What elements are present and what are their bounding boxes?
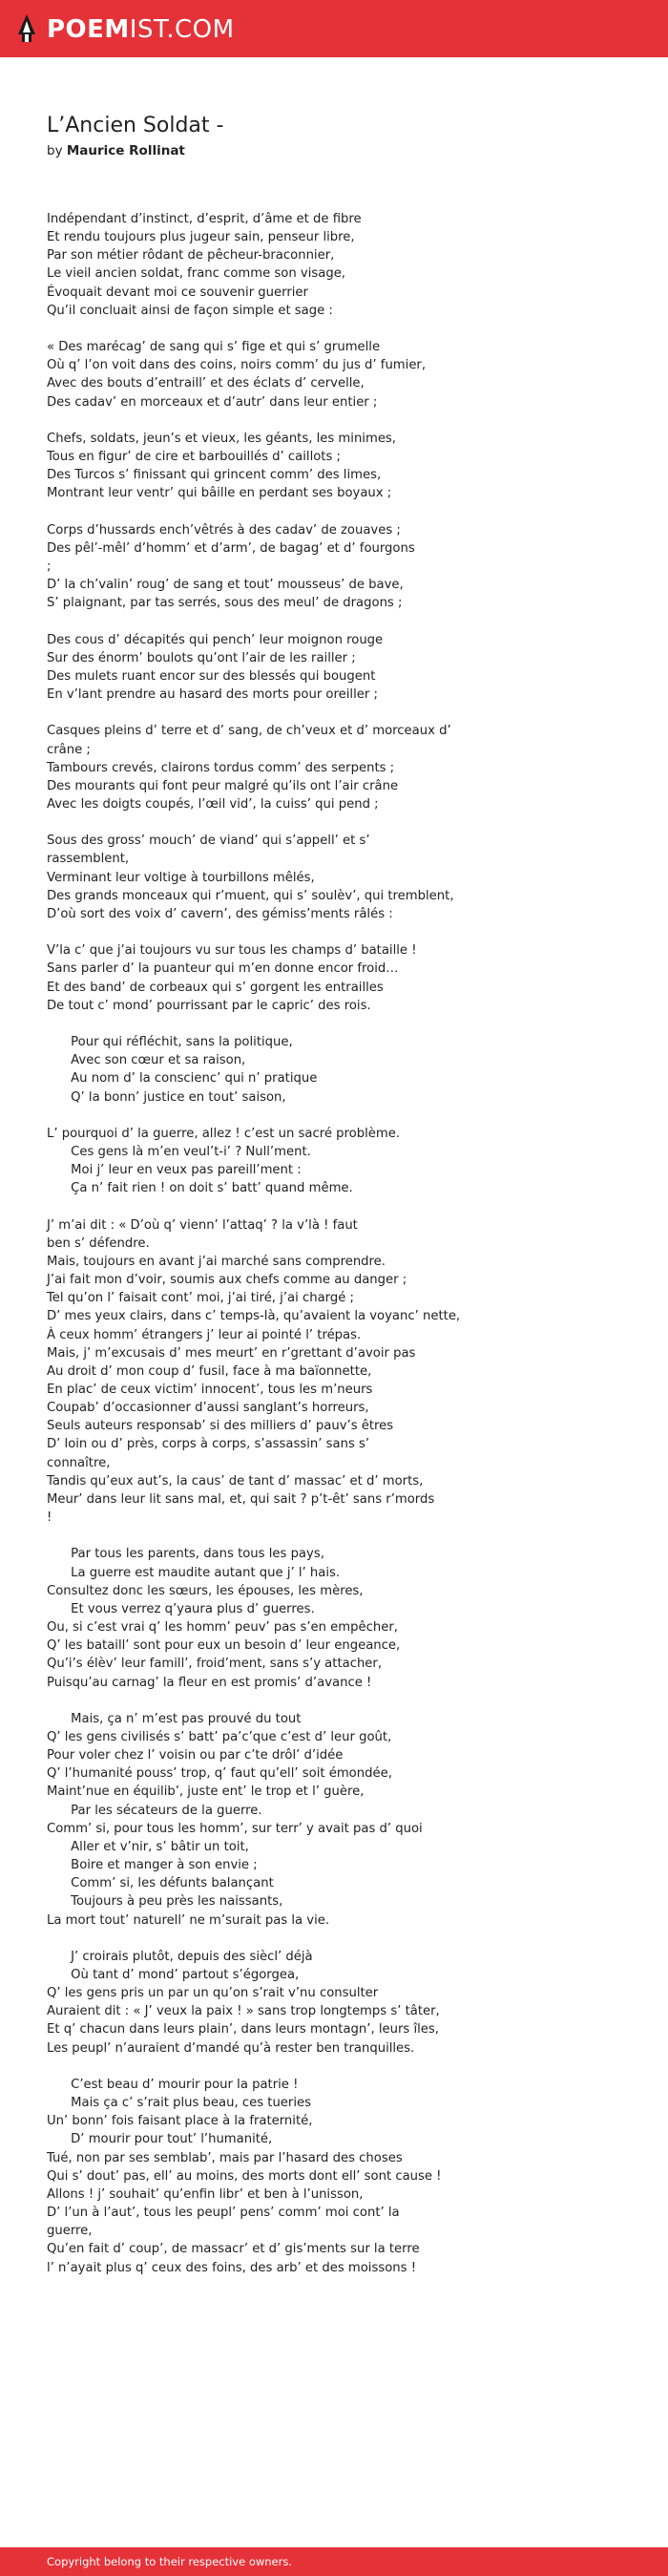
poem-text: Indépendant d’instinct, d’esprit, d’âme et de fibre Et rendu toujours plus jugeur sain, penseur libre, Par son métier rôdant de pêcheur-braconnier, Le vieil ancien soldat, franc comme son visage, Évoquait devant moi ce souvenir guerrier Qu’il concluait ainsi de façon simple et sage : « Des marécag’ de sang qui s’ fige et qui s’ grumelle Où q’ l’on voit dans des coins, noirs comm’ du jus d’ fumier, Avec des bouts d’entraill’ et des éclats d’ cervelle, Des cadav’ en morceaux et d’autr’ dans leur entier ; Chefs, soldats, jeun’s et vieux, les géants, les minimes, Tous en figur’ de cire et barbouillés d’ caillots ; Des Turcos s’ finissant qui grincent comm’ des limes, Montrant leur ventr’ qui bâille en perdant ses boyaux ; Corps d’hussards ench’vêtrés à des cadav’ de zouaves ; Des pêl’-mêl’ d’homm’ et d’arm’, de bagag’ et d’ fourgons ; D’ la ch’valin’ roug’ de sang et tout’ mousseus’ de bave, S’ plaignant, par tas serrés, sous des meul’ de dragons ; Des cous d’ décapités qui pench’ leur moignon rouge Sur des énorm’ boulots qu’ont l’air de les railler ; Des mulets ruant encor sur des blessés qui bougent En v’lant prendre au hasard des morts pour oreiller ; Casques pleins d’ terre et d’ sang, de ch’veux et d’ morceaux d’ crâne ; Tambours crevés, clairons tordus comm’ des serpents ; Des mourants qui font peur malgré qu’ils ont l’air crâne Avec les doigts coupés, l’œil vid’, la cuiss’ qui pend ; Sous des gross’ mouch’ de viand’ qui s’appell’ et s’ rassemblent, Verminant leur voltige à tourbillons mêlés, Des grands monceaux qui r’muent, qui s’ soulèv’, qui tremblent, D’où sort des voix d’ cavern’, des gémiss’ments râlés : V’la c’ que j’ai toujours vu sur tous les champs d’ bataille ! Sans parler d’ la puanteur qui m’en donne encor froid… Et des band’ de corbeaux qui s’ gorgent les entrailles De tout c’ mond’ pourrissant par le capric’ des rois. Pour qui réfléchit, sans la politique, Avec son cœur et sa raison, Au nom d’ la conscienc’ qui n’ pratique Q’ la bonn’ justice en tout’ saison, L’ pourquoi d’ la guerre, allez ! c’est un sacré problème. Ces gens là m’en veul’t-i’ ? Null’ment. Moi j’ leur en veux pas pareill’ment : Ça n’ fait rien ! on doit s’ batt’ quand même. J’ m’ai dit : « D’où q’ vienn’ l’attaq’ ? la v’là ! faut ben s’ défendre. Mais, toujours en avant j’ai marché sans comprendre. J’ai fait mon d’voir, soumis aux chefs comme au danger ; Tel qu’on l’ faisait cont’ moi, j’ai tiré, j’ai chargé ; D’ mes yeux clairs, dans c’ temps-là, qu’avaient la voyanc’ nette, À ceux homm’ étrangers j’ leur ai pointé l’ trépas. Mais, j’ m’excusais d’ mes meurt’ en r’grettant d’avoir pas Au droit d’ mon coup d’ fusil, face à ma baïonnette, En plac’ de ceux victim’ innocent’, tous les m’neurs Coupab’ d’occasionner d’aussi sanglant’s horreurs, Seuls auteurs responsab’ si des milliers d’ pauv’s êtres D’ loin ou d’ près, corps à corps, s’assassin’ sans s’ connaître, Tandis qu’eux aut’s, la caus’ de tant d’ massac’ et d’ morts, Meur’ dans leur lit sans mal, et, qui sait ? p’t-êt’ sans r’mords ! Par tous les parents, dans tous les pays, La guerre est maudite autant que j’ l’ hais. Consultez donc les sœurs, les épouses, les mères, Et vous verrez q’yaura plus d’ guerres. Ou, si c’est vrai q’ les homm’ peuv’ pas s’en empêcher, Q’ les bataill’ sont pour eux un besoin d’ leur engeance, Qu’i’s élèv’ leur famill’, froid’ment, sans s’y attacher, Puisqu’au carnag’ la fleur en est promis’ d’avance ! Mais, ça n’ m’est pas prouvé du tout Q’ les gens civilisés s’ batt’ pa’c’que c’est d’ leur goût, Pour voler chez l’ voisin ou par c’te drôl’ d’idée Q’ l’humanité pouss’ trop, q’ faut qu’ell’ soit émondée, Maint’nue en équilib’, juste ent’ le trop et l’ guère, Par les sécateurs de la guerre. Comm’ si, pour tous les homm’, sur terr’ y avait pas d’ quoi Aller et v’nir, s’ bâtir un toit, Boire et manger à son envie ; Comm’ si, les défunts balançant Toujours à peu près les naissants, La mort tout’ naturell’ ne m’surait pas la vie. J’ croirais plutôt, depuis des siècl’ déjà Où tant d’ mond’ partout s’égorgea, Q’ les gens pris un par un qu’on s’rait v’nu consulter Auraient dit : « J’ veux la paix ! » sans trop longtemps s’ tâter, Et q’ chacun dans leurs plain’, dans leurs montagn’, leurs îles, Les peupl’ n’auraient d’mandé qu’à rester ben tranquilles. C’est beau d’ mourir pour la patrie ! Mais ça c’ s’rait plus beau, ces tueries Un’ bonn’ fois faisant place à la fraternité, D’ mourir pour tout’ l’humanité, Tué, non par ses semblab’, mais par l’hasard des choses Qui s’ dout’ pas, ell’ au moins, des morts dont ell’ sont cause ! Allons ! j’ souhait’ qu’enfin libr’ et ben à l’unisson, D’ l’un à l’aut’, tous les peupl’ pens’ comm’ moi cont’ la guerre, Qu’en fait d’ coup’, de massacr’ et d’ gis’ments sur la terre l’ n’ayait plus q’ ceux des foins, des arb’ et des moissons ! [47,212,461,2275]
site-header [0,0,668,57]
byline-prefix: by [47,143,63,158]
copyright-notice: Copyright belong to their respective owners. [47,2555,293,2568]
logo-bold-part: POEM [47,15,130,44]
poem-header [47,113,619,160]
poem-title: L’Ancien Soldat - [47,114,224,137]
site-logo-text [47,13,235,46]
poem-byline [47,141,619,160]
logo-light-part: IST.COM [129,15,235,44]
quill-pen-icon [16,13,37,46]
site-logo-link[interactable] [16,13,235,46]
poem-author[interactable]: Maurice Rollinat [66,143,185,158]
site-footer [0,2547,668,2576]
